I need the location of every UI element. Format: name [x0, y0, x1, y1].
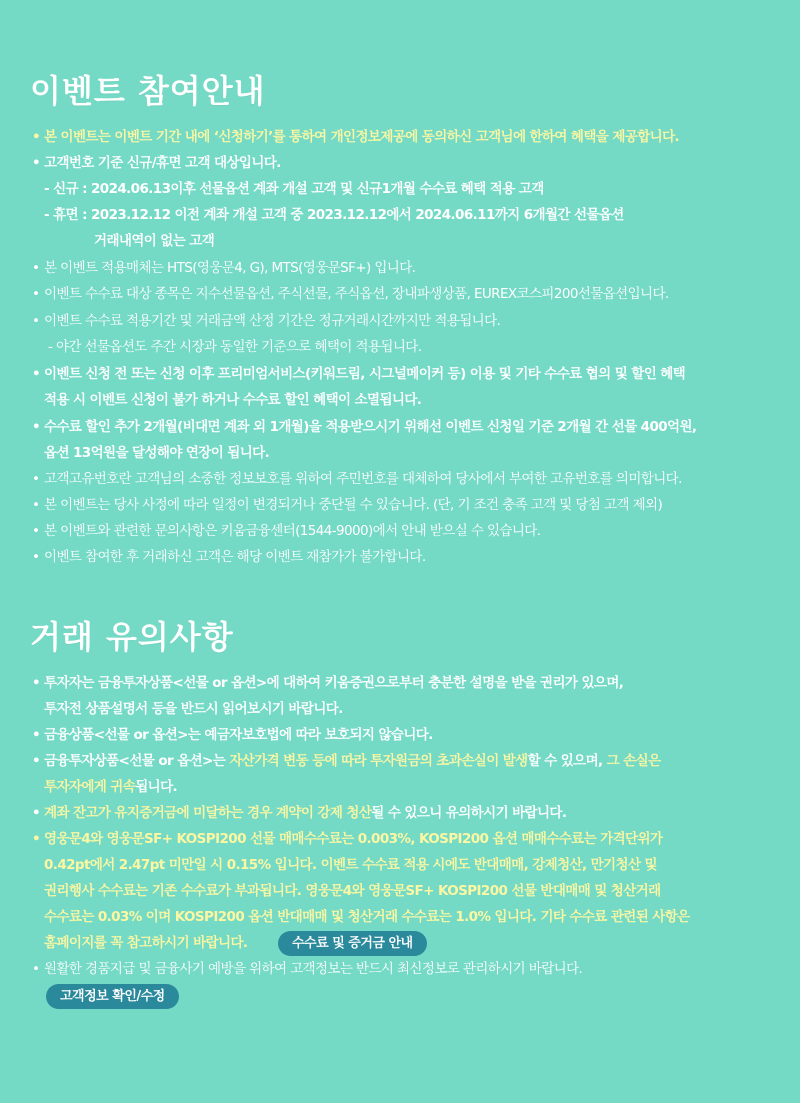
caution-liquidation-highlight: 계좌 잔고가 유지증거금에 미달하는 경우 계약이 강제 청산 — [44, 805, 372, 821]
caution-loss-highlight1: 자산가격 변동 등에 따라 투자원금의 초과손실이 발생 — [229, 753, 528, 769]
caution-line-fee4: 수수료는 0.03% 이며 KOSPI200 옵션 반대매매 및 청산거래 수수료는 1.0% 입니다. 기타 수수료 관련된 사항은 — [44, 909, 690, 925]
caution-line-loss — [44, 751, 661, 771]
caution-line-fee3: 권리행사 수수료는 기존 수수료가 부과됩니다. 영웅문4와 영웅문SF+ KOSPI200 선물 반대매매 및 청산거래 — [44, 883, 661, 899]
event-line-dormant-customer: - 휴면 : 2023.12.12 이전 계좌 개설 고객 중 2023.12.12에서 2024.06.11까지 6개월간 선물옵션 — [44, 207, 624, 223]
event-section-title: 이벤트 참여안내 — [30, 72, 266, 110]
customer-info-button[interactable]: 고객정보 확인/수정 — [46, 984, 179, 1009]
caution-line-loss-cont — [44, 777, 177, 797]
caution-line-customer-info: • 원활한 경품지급 및 금융사기 예방을 위하여 고객정보는 반드시 최신정보로 관리하시기 바랍니다. — [44, 959, 582, 979]
caution-line-liquidation — [44, 803, 566, 823]
caution-loss-highlight2: 그 손실은 — [606, 753, 661, 769]
event-line-premium: • 이벤트 신청 전 또는 신청 이후 프리미엄서비스(키워드림, 시그널메이커 등) 이용 및 기타 수수료 협의 및 할인 혜택 — [44, 364, 685, 384]
caution-line-fee1: • 영웅문4와 영웅문SF+ KOSPI200 선물 매매수수료는 0.003%, KOSPI200 옵션 매매수수료는 가격단위가 — [44, 829, 662, 849]
event-line-consent: • 본 이벤트는 이벤트 기간 내에 ‘신청하기’를 통하여 개인정보제공에 동의하신 고객님에 한하여 혜택을 제공합니다. — [44, 127, 679, 147]
event-line-new-customer: - 신규 : 2024.06.13이후 선물옵션 계좌 개설 고객 및 신규1개월 수수료 혜택 적용 고객 — [44, 181, 544, 197]
event-line-premium-cont: 적용 시 이벤트 신청이 불가 하거나 수수료 할인 혜택이 소멸됩니다. — [44, 392, 422, 408]
caution-line-right: • 투자자는 금융투자상품<선물 or 옵션>에 대하여 키움증권으로부터 충분한 설명을 받을 권리가 있으며, — [44, 673, 623, 693]
event-line-extension: • 수수료 할인 추가 2개월(비대면 계좌 외 1개월)을 적용받으시기 위해선 이벤트 신청일 기준 2개월 간 선물 400억원, — [44, 417, 696, 437]
event-line-period: • 이벤트 수수료 적용기간 및 거래금액 산정 기간은 정규거래시간까지만 적용됩니다. — [44, 311, 500, 331]
event-line-rejoin: • 이벤트 참여한 후 거래하신 고객은 해당 이벤트 재참가가 불가합니다. — [44, 547, 426, 567]
event-line-media: • 본 이벤트 적용매체는 HTS(영웅문4, G), MTS(영웅문SF+) 입니다. — [44, 258, 415, 278]
caution-loss-part1: 금융투자상품<선물 or 옵션>는 — [44, 753, 230, 769]
event-line-night: - 야간 선물옵션도 주간 시장과 동일한 기준으로 혜택이 적용됩니다. — [48, 339, 422, 355]
event-line-products: • 이벤트 수수료 대상 종목은 지수선물옵션, 주식선물, 주식옵션, 장내파생상품, EUREX코스피200선물옵션입니다. — [44, 284, 669, 304]
event-line-inquiry: • 본 이벤트와 관련한 문의사항은 키움금융센터(1544-9000)에서 안내 받으실 수 있습니다. — [44, 521, 540, 541]
caution-line-right-cont: 투자전 상품설명서 등을 반드시 읽어보시기 바랍니다. — [44, 701, 343, 717]
caution-loss-part3: 됩니다. — [135, 779, 178, 795]
caution-line-deposit-protection: • 금융상품<선물 or 옵션>는 예금자보호법에 따라 보호되지 않습니다. — [44, 725, 433, 745]
event-line-unique-id: • 고객고유번호란 고객님의 소중한 정보보호를 위하여 주민번호를 대체하여 당사에서 부여한 고유번호를 의미합니다. — [44, 469, 682, 489]
caution-line-fee5: 홈페이지를 꼭 참고하시기 바랍니다. — [44, 935, 248, 951]
caution-loss-highlight3: 투자자에게 귀속 — [44, 779, 136, 795]
caution-section-title: 거래 유의사항 — [30, 618, 234, 656]
event-line-target: • 고객번호 기준 신규/휴면 고객 대상입니다. — [44, 153, 281, 173]
caution-liquidation-rest: 될 수 있으니 유의하시기 바랍니다. — [371, 805, 567, 821]
caution-line-fee2: 0.42pt에서 2.47pt 미만일 시 0.15% 입니다. 이벤트 수수료 적용 시에도 반대매매, 강제청산, 만기청산 및 — [44, 857, 657, 873]
event-line-change: • 본 이벤트는 당사 사정에 따라 일정이 변경되거나 중단될 수 있습니다. (단, 기 조건 충족 고객 및 당첨 고객 제외) — [44, 495, 662, 515]
fee-guide-button[interactable]: 수수료 및 증거금 안내 — [278, 931, 427, 956]
event-line-extension-cont: 옵션 13억원을 달성해야 연장이 됩니다. — [44, 445, 270, 461]
caution-loss-part2: 할 수 있으며, — [527, 753, 607, 769]
event-line-dormant-customer-cont: 거래내역이 없는 고객 — [94, 233, 215, 249]
